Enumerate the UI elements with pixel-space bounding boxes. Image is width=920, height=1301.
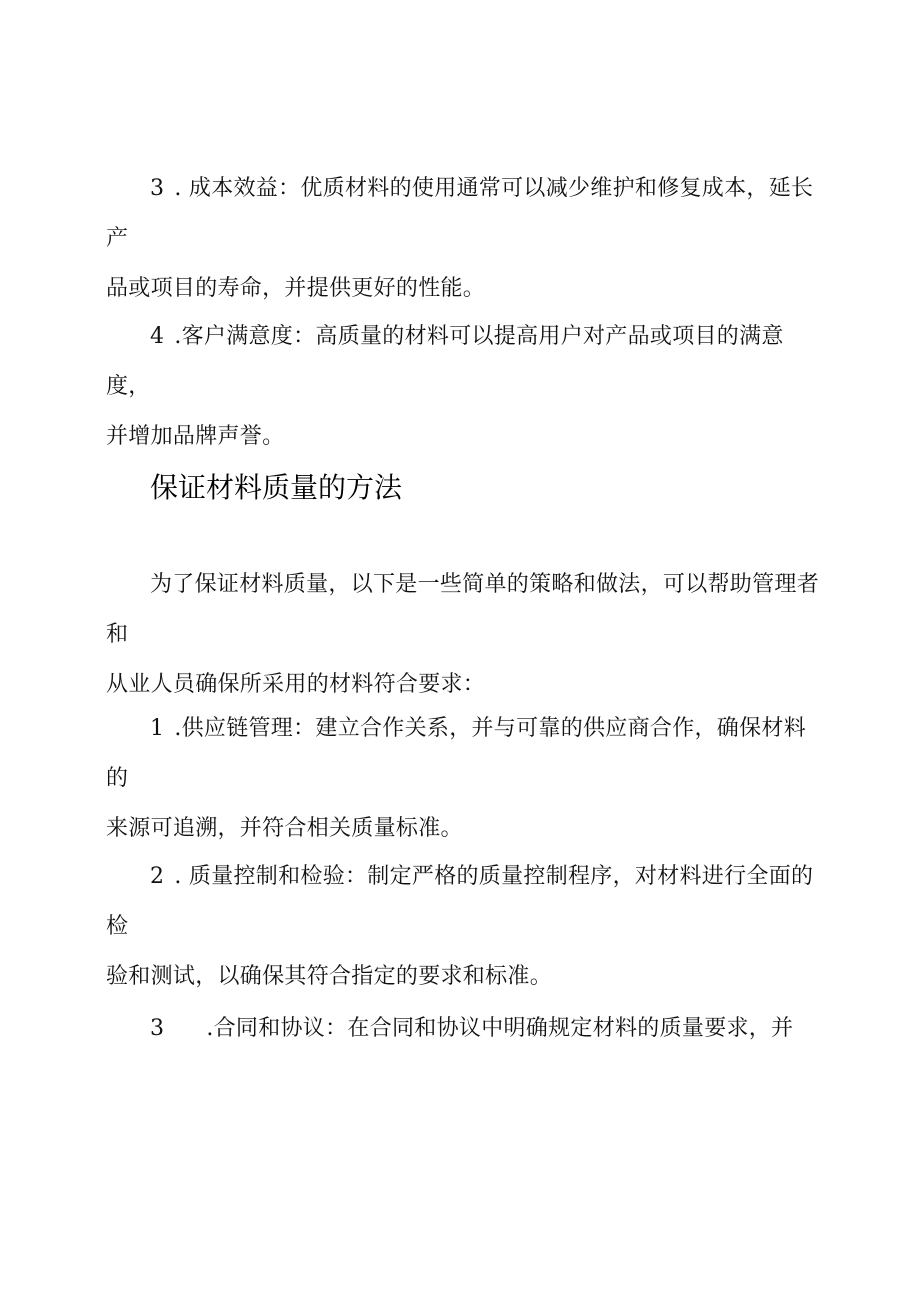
item-number: 4 [150, 324, 165, 349]
list-item-quality-control [106, 852, 820, 1002]
item-text-line1: . 质量控制和检验：制定严格的质量控制程序，对材料进行全面的检 [106, 864, 814, 939]
item-text-line2: 品或项目的寿命，并提供更好的性能。 [106, 276, 486, 301]
item-text-line1: . 成本效益：优质材料的使用通常可以减少维护和修复成本，延长产 [106, 176, 814, 251]
item-text-line2: 并增加品牌声誉。 [106, 424, 285, 449]
item-text-line2: 来源可追溯，并符合相关质量标准。 [106, 816, 463, 841]
section-intro [106, 560, 820, 710]
item-text-line1: .合同和协议：在合同和协议中明确规定材料的质量要求，并 [206, 1016, 794, 1041]
intro-line1: 为了保证材料质量，以下是一些简单的策略和做法，可以帮助管理者和 [106, 572, 820, 647]
item-number: 2 [150, 864, 165, 889]
intro-line2: 从业人员确保所采用的材料符合要求： [106, 672, 486, 697]
list-item-contracts [106, 1004, 820, 1054]
item-number: 3 [150, 1016, 165, 1041]
item-text-line1: .客户满意度：高质量的材料可以提高用户对产品或项目的满意度， [106, 324, 784, 399]
list-item-customer-satisfaction [106, 312, 820, 462]
item-text-line2: 验和测试，以确保其符合指定的要求和标准。 [106, 964, 553, 989]
item-number: 1 [150, 716, 165, 741]
section-heading: 保证材料质量的方法 [150, 471, 403, 504]
list-item-cost-benefit [106, 164, 820, 314]
item-text-line1: .供应链管理：建立合作关系，并与可靠的供应商合作，确保材料的 [106, 716, 807, 791]
list-item-supply-chain [106, 704, 820, 854]
item-number: 3 [150, 176, 165, 201]
